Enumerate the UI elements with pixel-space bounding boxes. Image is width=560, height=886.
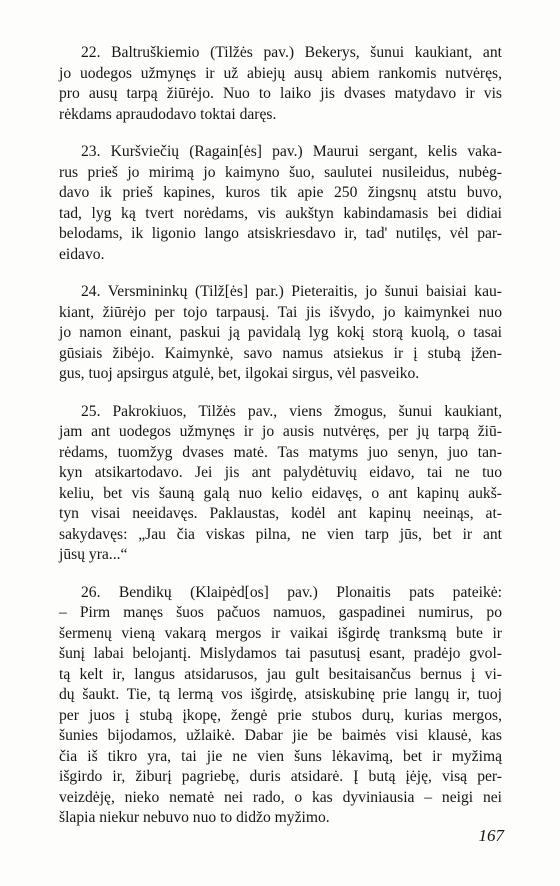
text-line: tą kelt ir, langus atsidarusos, jau gult besitaisančus bernus į vi- bbox=[59, 665, 502, 683]
text-line: jam ant uodegos užmynęs ir jo ausis nutvėręs, per jų tarpą žiū- bbox=[59, 423, 502, 440]
page-number: 167 bbox=[478, 826, 504, 845]
text-line: šunies bijodamos, užlaikė. Dabar jie be baimės visi klausė, kas bbox=[59, 727, 502, 744]
text-line: davo ik prieš kapines, kuros tik apie 250 žingsnų atstu buvo, bbox=[59, 184, 502, 201]
paragraph bbox=[59, 402, 502, 566]
text-line: rėdams, tuomžyg dvases matė. Tas matyms juo senyn, juo tan- bbox=[59, 443, 502, 461]
text-line: belodams, ik ligonio lango atsiskriesdavo ir, tad' nutilęs, vėl par- bbox=[59, 225, 502, 242]
text-line: išgirdo ir, žiburį pagriebę, duris atsidarė. Į butą įėję, visą per- bbox=[59, 768, 502, 785]
paragraph bbox=[59, 142, 502, 265]
text-line: 25. Pakrokiuos, Tilžės pav., viens žmogus, šunui kaukiant, bbox=[81, 402, 502, 420]
text-line: tyn visai neeidavęs. Paklaustas, kodėl ant kapinų neeinąs, at- bbox=[59, 505, 502, 522]
text-line: šlapia niekur nebuvo nuo to didžo myžimo. bbox=[59, 809, 330, 826]
text-line: – Pirm manęs šuos pačuos namuos, gaspadinei numirus, po bbox=[59, 604, 502, 621]
text-line: jo uodegos užmynęs ir už abiejų ausų abiem rankomis nutvėręs, bbox=[59, 64, 502, 82]
text-line: jo namon einant, paskui ją pavidalą lyg kokį storą kuolą, o tasai bbox=[59, 324, 502, 341]
text-line: tad, lyg ką tvert norėdams, vis aukštyn kabindamasis bei didiai bbox=[59, 204, 502, 222]
page-body-text bbox=[59, 43, 502, 846]
text-line: dų šaukt. Tie, tą lermą vos išgirdę, atsiskubinę prie langų ir, tuoj bbox=[59, 686, 502, 703]
text-line: čia iš tikro yra, tai jie ne vien šuns lėkavimą, bet ir myžimą bbox=[59, 747, 502, 765]
text-line: gūsiais žibėjo. Kaimynkė, savo namus atsiekus ir į stubą įžen- bbox=[59, 344, 502, 362]
text-line: 23. Kuršviečių (Ragain[ės] pav.) Maurui sergant, kelis vaka- bbox=[81, 143, 502, 160]
text-line: 24. Versmininkų (Tilž[ės] par.) Pieteraitis, jo šunui baisiai kau- bbox=[81, 283, 502, 300]
text-line: 22. Baltruškiemio (Tilžės pav.) Bekerys, šunui kaukiant, ant bbox=[81, 44, 502, 61]
text-line: pro ausų tarpą žiūrėjo. Nuo to laiko jis dvases matydavo ir vis bbox=[59, 85, 502, 102]
text-line: 26. Bendikų (Klaipėd[os] pav.) Plonaitis pats pateikė: bbox=[81, 583, 502, 601]
text-line: šermenų vieną vakarą mergos ir vaikai išgirdę tranksmą bute ir bbox=[59, 624, 502, 642]
text-line: rėkdams apraudodavo toktai daręs. bbox=[59, 105, 277, 123]
text-line: kiant, žiūrėjo per tojo tarpausį. Tai jis išvydo, jo kaimynkei nuo bbox=[59, 303, 502, 321]
text-line: jūsų yra...“ bbox=[59, 546, 128, 563]
text-line: eidavo. bbox=[59, 245, 105, 263]
paragraph bbox=[59, 583, 502, 829]
text-line: per juos į stubą įkopę, žengė prie stubos durų, kurias mergos, bbox=[59, 706, 502, 724]
text-line: veizdėję, nieko nematė nei rado, o kas dyviniausia – neigi nei bbox=[59, 788, 502, 806]
text-line: keliu, bet vis šauną galą nuo kelio eidavęs, o ant kapinų aukš- bbox=[59, 484, 502, 502]
text-line: kyn atsikartodavo. Jei jis ant palydėtuvių eidavo, tai ne tuo bbox=[59, 464, 502, 481]
paragraph bbox=[59, 43, 502, 125]
text-line: sakydavęs: „Jau čia viskas pilna, ne vien tarp jūs, bet ir ant bbox=[59, 525, 502, 543]
text-line: gus, tuoj apsirgus atgulė, bet, ilgokai sirgus, vėl pasveiko. bbox=[59, 365, 420, 382]
text-line: šunį labai belojantį. Mislydamos tai pasutusį esant, pradėjo gvol- bbox=[59, 645, 502, 662]
text-line: rus prieš jo mirimą jo kaimyno šuo, saulutei nusileidus, nubėg- bbox=[59, 163, 502, 181]
paragraph bbox=[59, 282, 502, 385]
